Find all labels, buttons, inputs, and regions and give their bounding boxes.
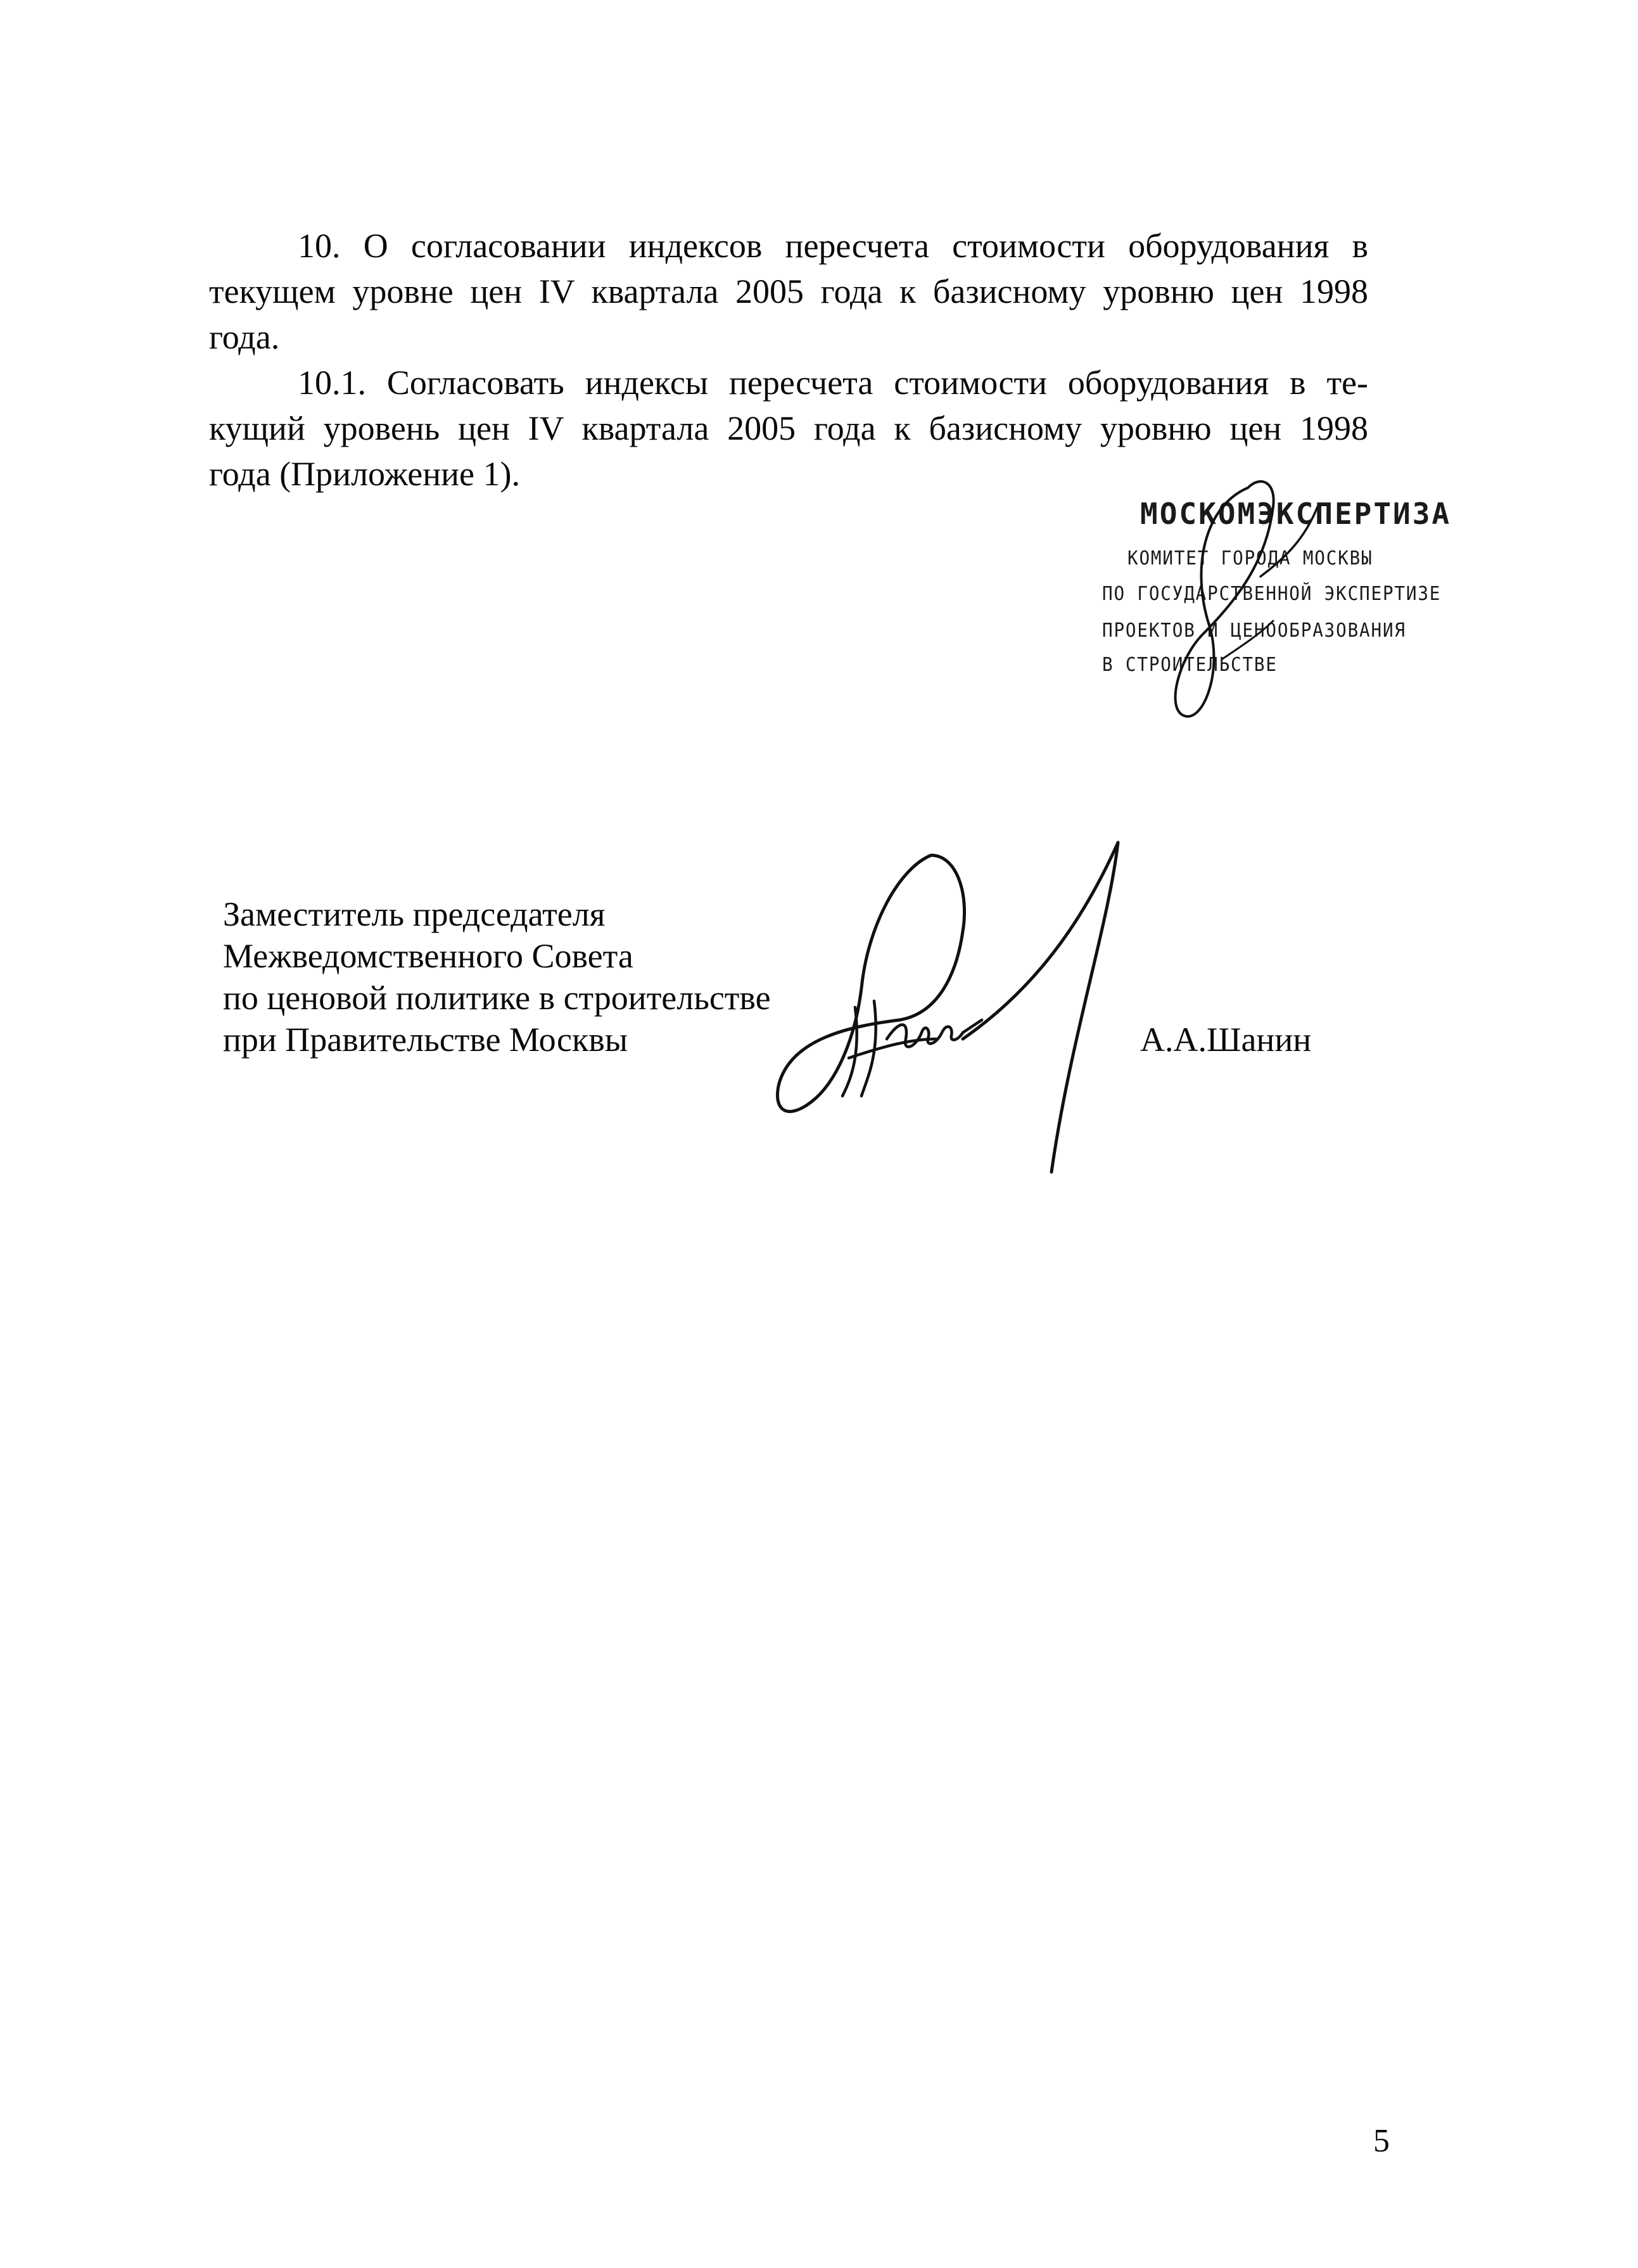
signer-title-line: при Правительстве Москвы xyxy=(223,1021,628,1059)
paragraph-line: кущий уровень цен IV квартала 2005 года к базисному уровню цен 1998 xyxy=(209,409,1368,447)
paragraph-line: года (Приложение 1). xyxy=(209,455,520,493)
signer-title-line: Заместитель председателя xyxy=(223,895,606,933)
stamp-line: ПО ГОСУДАРСТВЕННОЙ ЭКСПЕРТИЗЕ xyxy=(1102,583,1442,605)
paragraph-line: 10.1. Согласовать индексы пересчета стоимости оборудования в те- xyxy=(298,364,1368,402)
handwritten-signature xyxy=(773,830,1165,1185)
paragraph-line: года. xyxy=(209,318,280,356)
page-number: 5 xyxy=(1373,2123,1390,2159)
stamp-line: В СТРОИТЕЛЬСТВЕ xyxy=(1102,654,1278,676)
signer-title-line: по ценовой политике в строительстве xyxy=(223,979,771,1017)
signer-title-line: Межведомственного Совета xyxy=(223,937,633,975)
stamp-line: ПРОЕКТОВ И ЦЕНООБРАЗОВАНИЯ xyxy=(1102,620,1406,642)
stamp-initials-mark xyxy=(1165,469,1330,735)
paragraph-item-10 xyxy=(209,223,1368,360)
signer-title xyxy=(223,893,771,1061)
signer-name: А.А.Шанин xyxy=(1140,1021,1312,1059)
stamp-line: КОМИТЕТ ГОРОДА МОСКВЫ xyxy=(1127,547,1373,570)
paragraph-line: 10. О согласовании индексов пересчета стоимости оборудования в xyxy=(298,227,1368,265)
paragraph-line: текущем уровне цен IV квартала 2005 года к базисному уровню цен 1998 xyxy=(209,272,1368,310)
stamp-title: МОСКОМЭКСПЕРТИЗА xyxy=(1140,497,1452,531)
